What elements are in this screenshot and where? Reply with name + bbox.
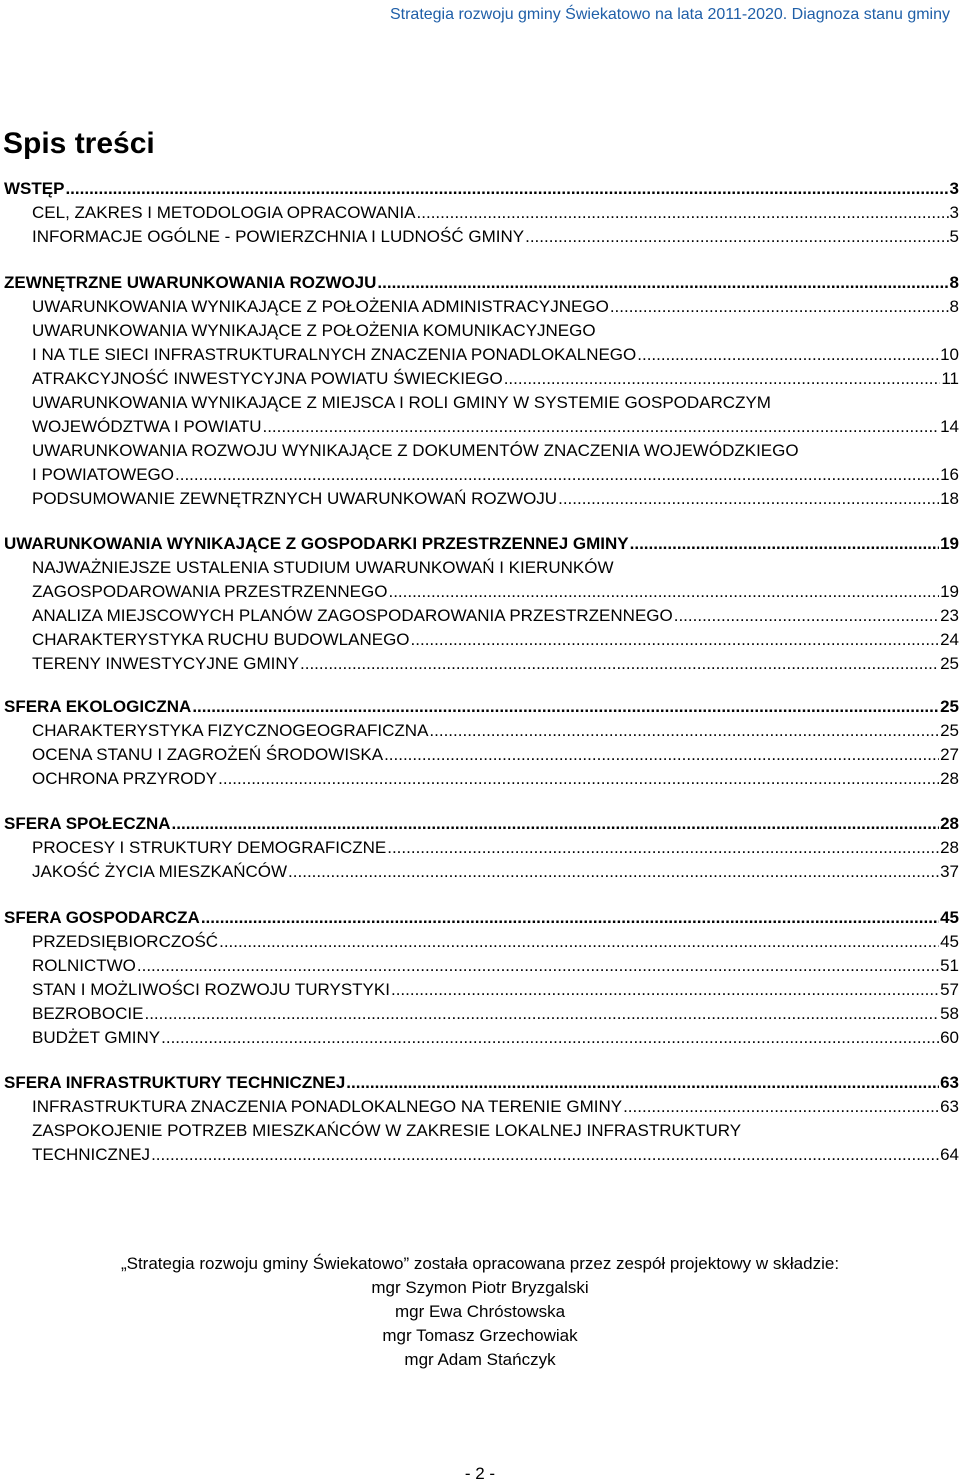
toc-leader	[610, 295, 949, 319]
toc-leader	[262, 415, 939, 439]
toc-leader	[674, 604, 939, 628]
toc-entry[interactable]: ZEWNĘTRZNE UWARUNKOWANIA ROZWOJU ..... 8	[4, 271, 959, 295]
toc-leader	[391, 978, 939, 1002]
toc-leader	[144, 1002, 939, 1026]
toc-leader	[384, 743, 939, 767]
toc-entry[interactable]: TECHNICZNEJ ..... 64	[32, 1143, 959, 1167]
toc-entry[interactable]: ANALIZA MIEJSCOWYCH PLANÓW ZAGOSPODAROWANIA PRZESTRZENNEGO ..... 23	[32, 604, 959, 628]
toc-leader	[172, 812, 940, 836]
toc-leader	[65, 177, 948, 201]
toc-leader	[388, 580, 939, 604]
toc-entry[interactable]: JAKOŚĆ ŻYCIA MIESZKAŃCÓW ..... 37	[32, 860, 959, 884]
toc-leader	[175, 463, 939, 487]
toc-leader	[192, 695, 939, 719]
toc-entry[interactable]: SFERA INFRASTRUKTURY TECHNICZNEJ ..... 63	[4, 1071, 959, 1095]
author-name: mgr Adam Stańczyk	[404, 1350, 556, 1369]
toc-entry[interactable]: CEL, ZAKRES I METODOLOGIA OPRACOWANIA ..... 3	[32, 201, 959, 225]
toc-entry-line: UWARUNKOWANIA ROZWOJU WYNIKAJĄCE Z DOKUMENTÓW ZNACZENIA WOJEWÓDZKIEGO	[32, 441, 799, 460]
toc-leader	[429, 719, 939, 743]
toc-entry[interactable]: UWARUNKOWANIA WYNIKAJĄCE Z GOSPODARKI PRZESTRZENNEJ GMINY ..... 19	[4, 532, 959, 556]
credits-intro: „Strategia rozwoju gminy Świekatowo” została opracowana przez zespół projektowy w składzie:	[120, 1254, 840, 1273]
toc-leader	[161, 1026, 939, 1050]
toc-leader	[630, 532, 939, 556]
author-name: mgr Tomasz Grzechowiak	[382, 1326, 578, 1345]
toc-entry[interactable]: INFRASTRUKTURA ZNACZENIA PONADLOKALNEGO NA TERENIE GMINY ..... 63	[32, 1095, 959, 1119]
toc-entry[interactable]: CHARAKTERYSTYKA FIZYCZNOGEOGRAFICZNA ..... 25	[32, 719, 959, 743]
toc-entry[interactable]: SFERA GOSPODARCZA ..... 45	[4, 906, 959, 930]
toc-entry[interactable]: UWARUNKOWANIA WYNIKAJĄCE Z POŁOŻENIA ADMINISTRACYJNEGO ..... 8	[32, 295, 959, 319]
toc-entry[interactable]: SFERA SPOŁECZNA ..... 28	[4, 812, 959, 836]
toc-entry[interactable]: OCHRONA PRZYRODY ..... 28	[32, 767, 959, 791]
toc-leader	[137, 954, 939, 978]
toc-entry[interactable]: WSTĘP ..... 3	[4, 177, 959, 201]
toc-leader	[377, 271, 948, 295]
toc-entry[interactable]: PRZEDSIĘBIORCZOŚĆ ..... 45	[32, 930, 959, 954]
toc-leader	[300, 652, 939, 676]
author-name: mgr Szymon Piotr Bryzgalski	[371, 1278, 589, 1297]
running-header: Strategia rozwoju gminy Świekatowo na lata 2011-2020. Diagnoza stanu gminy	[389, 6, 950, 23]
toc-leader	[411, 628, 940, 652]
authors-credits	[0, 1252, 960, 1372]
toc-leader	[417, 201, 949, 225]
toc-entry[interactable]: PODSUMOWANIE ZEWNĘTRZNYCH UWARUNKOWAŃ ROZWOJU ..... 18	[32, 487, 959, 511]
toc-entry[interactable]: BEZROBOCIE ..... 58	[32, 1002, 959, 1026]
toc-entry-line: NAJWAŻNIEJSZE USTALENIA STUDIUM UWARUNKOWAŃ I KIERUNKÓW	[32, 558, 614, 577]
toc-entry[interactable]: CHARAKTERYSTYKA RUCHU BUDOWLANEGO ..... 24	[32, 628, 959, 652]
toc-entry[interactable]: SFERA EKOLOGICZNA ..... 25	[4, 695, 959, 719]
toc-entry[interactable]: I NA TLE SIECI INFRASTRUKTURALNYCH ZNACZENIA PONADLOKALNEGO ..... 10	[32, 343, 959, 367]
toc-leader	[637, 343, 939, 367]
page-number: - 2 -	[464, 1464, 496, 1483]
toc-entry-line: UWARUNKOWANIA WYNIKAJĄCE Z MIEJSCA I ROLI GMINY W SYSTEMIE GOSPODARCZYM	[32, 393, 771, 412]
toc-leader	[525, 225, 948, 249]
toc-leader	[623, 1095, 939, 1119]
toc-entry-line: ZASPOKOJENIE POTRZEB MIESZKAŃCÓW W ZAKRESIE LOKALNEJ INFRASTRUKTURY	[32, 1121, 742, 1140]
toc-entry[interactable]: BUDŻET GMINY ..... 60	[32, 1026, 959, 1050]
toc-leader	[288, 860, 939, 884]
toc-entry[interactable]: I POWIATOWEGO ..... 16	[32, 463, 959, 487]
toc-entry[interactable]: ROLNICTWO ..... 51	[32, 954, 959, 978]
toc-entry[interactable]: INFORMACJE OGÓLNE - POWIERZCHNIA I LUDNOŚĆ GMINY ..... 5	[32, 225, 959, 249]
toc-leader	[387, 836, 939, 860]
toc-entry[interactable]: ZAGOSPODAROWANIA PRZESTRZENNEGO ..... 19	[32, 580, 959, 604]
author-name: mgr Ewa Chróstowska	[394, 1302, 566, 1321]
toc-leader	[219, 930, 939, 954]
toc-entry[interactable]: STAN I MOŻLIWOŚCI ROZWOJU TURYSTYKI ..... 57	[32, 978, 959, 1002]
toc-entry[interactable]: ATRAKCYJNOŚĆ INWESTYCYJNA POWIATU ŚWIECKIEGO ..... 11	[32, 367, 959, 391]
toc-leader	[346, 1071, 939, 1095]
toc-leader	[201, 906, 939, 930]
toc-leader	[504, 367, 941, 391]
toc-leader	[558, 487, 939, 511]
toc-entry[interactable]: WOJEWÓDZTWA I POWIATU ..... 14	[32, 415, 959, 439]
toc-entry[interactable]: OCENA STANU I ZAGROŻEŃ ŚRODOWISKA ..... 27	[32, 743, 959, 767]
toc-leader	[218, 767, 939, 791]
toc-entry[interactable]: PROCESY I STRUKTURY DEMOGRAFICZNE ..... 28	[32, 836, 959, 860]
toc-entry[interactable]: TERENY INWESTYCYJNE GMINY ..... 25	[32, 652, 959, 676]
toc-title: Spis treści	[3, 127, 155, 160]
toc-entry-line: UWARUNKOWANIA WYNIKAJĄCE Z POŁOŻENIA KOMUNIKACYJNEGO	[32, 321, 596, 340]
toc-leader	[151, 1143, 939, 1167]
